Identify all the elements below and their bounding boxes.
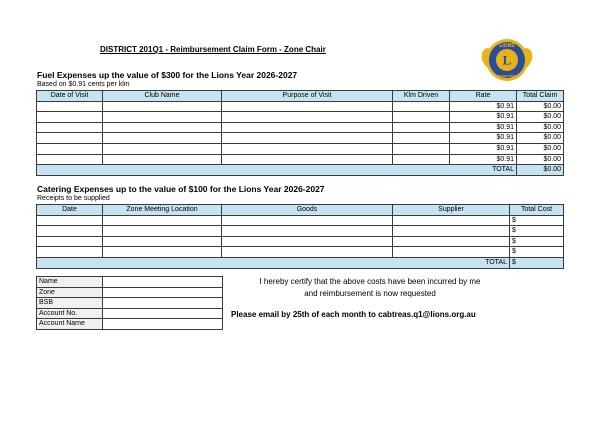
catering-table [36, 204, 564, 269]
fuel-total-row [37, 165, 564, 176]
catering-col-date: Date [37, 205, 103, 216]
table-row [37, 112, 564, 123]
cost-cell[interactable]: $ [510, 215, 564, 226]
club-cell[interactable] [103, 143, 222, 154]
rate-cell: $0.91 [450, 112, 517, 123]
catering-note: Receipts to be supplied [37, 195, 110, 202]
logo-letter: L [502, 52, 512, 68]
supplier-cell[interactable] [393, 215, 510, 226]
table-row [37, 236, 564, 247]
club-cell[interactable] [103, 122, 222, 133]
total-cell: $0.00 [517, 101, 564, 112]
table-row [37, 154, 564, 165]
account-no-field[interactable] [103, 308, 223, 319]
total-cell: $0.00 [517, 143, 564, 154]
zone-field[interactable] [103, 287, 223, 298]
total-cell: $0.00 [517, 133, 564, 144]
name-field[interactable] [103, 277, 223, 288]
certify-line-2: and reimbursement is now requested [304, 289, 436, 298]
account-name-field[interactable] [103, 319, 223, 330]
details-row-bsb [37, 298, 223, 309]
catering-total-label: TOTAL [37, 257, 510, 268]
rate-cell: $0.91 [450, 143, 517, 154]
details-label-account-name: Account Name [37, 319, 103, 330]
klm-cell[interactable] [393, 101, 450, 112]
lions-logo-icon [477, 36, 537, 84]
location-cell[interactable] [103, 215, 222, 226]
klm-cell[interactable] [393, 133, 450, 144]
date-cell[interactable] [37, 226, 103, 237]
table-row [37, 122, 564, 133]
fuel-total-value: $0.00 [517, 165, 564, 176]
klm-cell[interactable] [393, 154, 450, 165]
cost-cell[interactable]: $ [510, 226, 564, 237]
catering-col-goods: Goods [222, 205, 393, 216]
purpose-cell[interactable] [222, 112, 393, 123]
details-row-account-no [37, 308, 223, 319]
catering-heading: Catering Expenses up to the value of $100 for the Lions Year 2026-2027 [37, 184, 325, 194]
location-cell[interactable] [103, 247, 222, 258]
date-cell[interactable] [37, 154, 103, 165]
purpose-cell[interactable] [222, 122, 393, 133]
date-cell[interactable] [37, 133, 103, 144]
fuel-header-row [37, 91, 564, 102]
logo-text-top: LIONS [499, 43, 515, 49]
details-label-zone: Zone [37, 287, 103, 298]
date-cell[interactable] [37, 112, 103, 123]
fuel-heading: Fuel Expenses up the value of $300 for the Lions Year 2026-2027 [37, 70, 298, 80]
catering-col-supplier: Supplier [393, 205, 510, 216]
location-cell[interactable] [103, 236, 222, 247]
fuel-col-rate: Rate [450, 91, 517, 102]
purpose-cell[interactable] [222, 101, 393, 112]
fuel-col-date: Date of Visit [37, 91, 103, 102]
date-cell[interactable] [37, 122, 103, 133]
date-cell[interactable] [37, 247, 103, 258]
details-label-account-no: Account No. [37, 308, 103, 319]
form-title: DISTRICT 201Q1 - Reimbursement Claim Form - Zone Chair [100, 45, 326, 54]
date-cell[interactable] [37, 101, 103, 112]
goods-cell[interactable] [222, 247, 393, 258]
certify-line-1: I hereby certify that the above costs have been incurred by me [259, 277, 481, 286]
catering-col-cost: Total Cost [510, 205, 564, 216]
total-cell: $0.00 [517, 154, 564, 165]
catering-total-value: $ [510, 257, 564, 268]
goods-cell[interactable] [222, 226, 393, 237]
fuel-col-purpose: Purpose of Visit [222, 91, 393, 102]
club-cell[interactable] [103, 112, 222, 123]
club-cell[interactable] [103, 101, 222, 112]
catering-header-row [37, 205, 564, 216]
bsb-field[interactable] [103, 298, 223, 309]
fuel-note: Based on $0.91 cents per klm [37, 81, 130, 88]
date-cell[interactable] [37, 143, 103, 154]
table-row [37, 226, 564, 237]
fuel-table [36, 90, 564, 176]
fuel-col-total: Total Claim [517, 91, 564, 102]
klm-cell[interactable] [393, 143, 450, 154]
club-cell[interactable] [103, 154, 222, 165]
fuel-total-label: TOTAL [37, 165, 517, 176]
purpose-cell[interactable] [222, 154, 393, 165]
total-cell: $0.00 [517, 112, 564, 123]
supplier-cell[interactable] [393, 226, 510, 237]
club-cell[interactable] [103, 133, 222, 144]
fuel-col-club: Club Name [103, 91, 222, 102]
klm-cell[interactable] [393, 122, 450, 133]
details-row-zone [37, 287, 223, 298]
cost-cell[interactable]: $ [510, 247, 564, 258]
catering-col-location: Zone Meeting Location [103, 205, 222, 216]
date-cell[interactable] [37, 236, 103, 247]
rate-cell: $0.91 [450, 154, 517, 165]
location-cell[interactable] [103, 226, 222, 237]
date-cell[interactable] [37, 215, 103, 226]
purpose-cell[interactable] [222, 133, 393, 144]
goods-cell[interactable] [222, 236, 393, 247]
email-instruction: Please email by 25th of each month to cabtreas.q1@lions.org.au [231, 310, 476, 319]
klm-cell[interactable] [393, 112, 450, 123]
table-row [37, 143, 564, 154]
rate-cell: $0.91 [450, 122, 517, 133]
details-row-account-name [37, 319, 223, 330]
details-label-bsb: BSB [37, 298, 103, 309]
details-table [36, 276, 223, 330]
goods-cell[interactable] [222, 215, 393, 226]
supplier-cell[interactable] [393, 236, 510, 247]
total-cell: $0.00 [517, 122, 564, 133]
details-label-name: Name [37, 277, 103, 288]
details-row-name [37, 277, 223, 288]
purpose-cell[interactable] [222, 143, 393, 154]
rate-cell: $0.91 [450, 101, 517, 112]
table-row [37, 133, 564, 144]
table-row [37, 215, 564, 226]
logo-text-bottom: INTERNATIONAL [494, 74, 520, 78]
cost-cell[interactable]: $ [510, 236, 564, 247]
rate-cell: $0.91 [450, 133, 517, 144]
table-row [37, 247, 564, 258]
table-row [37, 101, 564, 112]
fuel-col-klm: Klm Driven [393, 91, 450, 102]
supplier-cell[interactable] [393, 247, 510, 258]
catering-total-row [37, 257, 564, 268]
